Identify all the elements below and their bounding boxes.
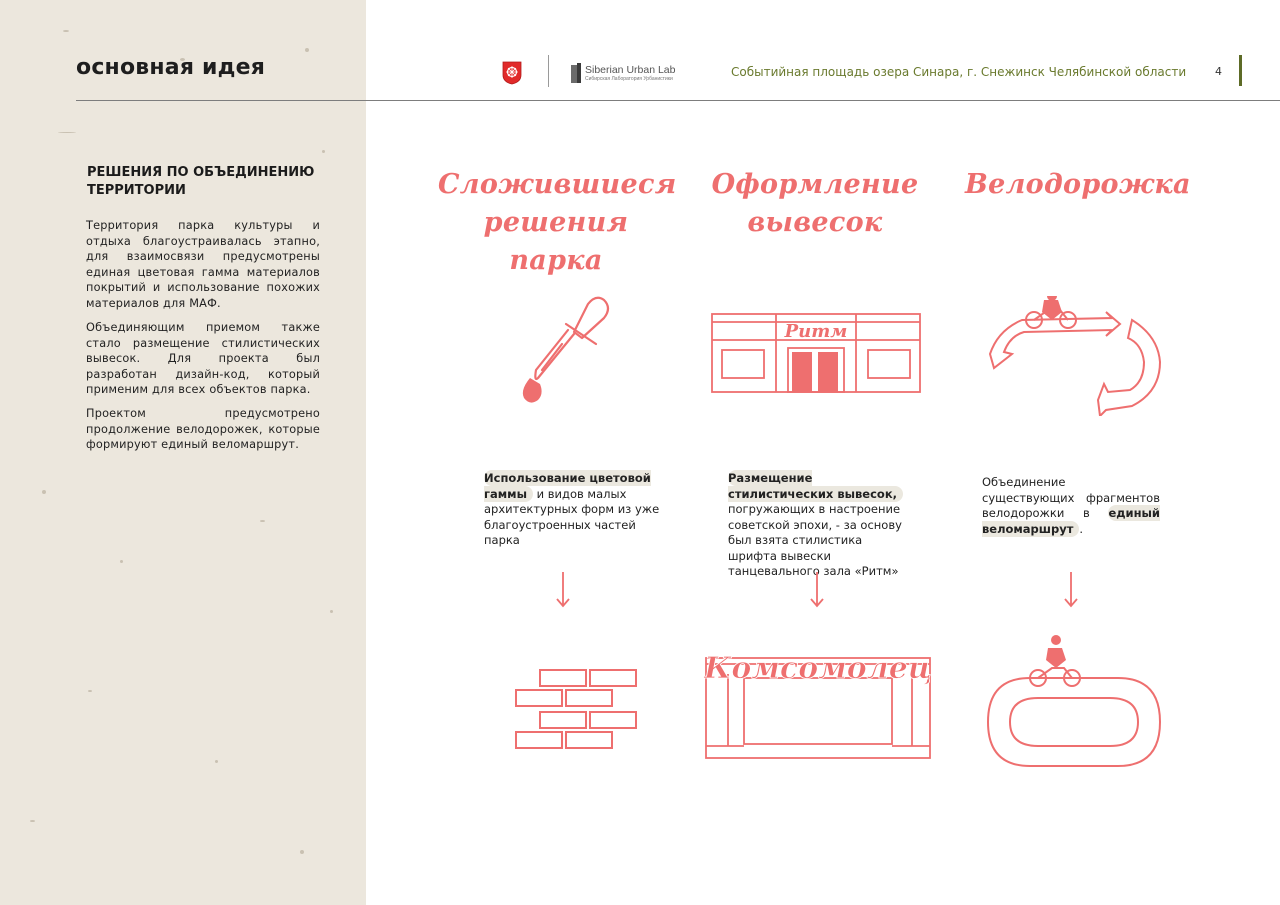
column-1-description xyxy=(484,471,664,549)
column-1-description-rest: и видов малых архитектурных форм из уже благоустроенных частей парка xyxy=(484,486,660,547)
texture-speck xyxy=(300,850,304,854)
header-divider xyxy=(76,100,1280,101)
column-1-description-bold: Использование цветовой гаммы xyxy=(484,471,651,501)
texture-speck xyxy=(63,30,69,32)
pipette-icon xyxy=(512,292,616,408)
down-arrow-icon xyxy=(555,572,571,608)
logo-divider xyxy=(548,55,549,87)
texture-speck xyxy=(120,560,123,563)
texture-speck xyxy=(30,820,35,822)
column-3-description-end: . xyxy=(1079,521,1084,536)
down-arrow-icon xyxy=(809,572,825,608)
sidebar-paragraph: Территория парка культуры и отдыха благоустраивалась этапно, для взаимосвязи предусмотрены единая цветовая гамма материалов покрытий и использование похожих материалов для МАФ. xyxy=(86,219,320,310)
texture-speck xyxy=(260,520,265,522)
column-3-title-line1: Велодорожка xyxy=(965,169,1191,200)
section-heading: РЕШЕНИЯ ПО ОБЪЕДИНЕНИЮ ТЕРРИТОРИИ xyxy=(87,165,315,198)
column-2-description xyxy=(728,471,912,580)
siberian-urban-lab-logo xyxy=(571,63,675,83)
column-2-title xyxy=(705,166,925,242)
column-2-title-line1: Оформление xyxy=(711,169,919,200)
cyclist-route-icon xyxy=(982,296,1164,416)
column-3-description xyxy=(982,475,1160,537)
city-emblem-icon xyxy=(502,61,522,85)
column-3-description-plain: Объединение существующих фрагментов велодорожки в xyxy=(982,475,1160,520)
texture-speck xyxy=(330,610,333,613)
sidebar-paragraph: Проектом предусмотрено продолжение велодорожек, которые формируют единый веломаршрут. xyxy=(86,407,320,452)
column-2-description-bold: Размещение стилистических вывесок, xyxy=(728,470,903,502)
bottom-sign-text: Комсомолец xyxy=(704,651,932,686)
bricks-icon xyxy=(512,668,640,752)
texture-speck xyxy=(88,690,92,692)
column-2-title-line2: вывесок xyxy=(747,207,883,238)
sign-text: Ритм xyxy=(784,321,848,342)
sidebar-paragraph: Объединяющим приемом также стало размещение стилистических вывесок. Для проекта был разработан дизайн-код, который применим для всех объектов парка. xyxy=(86,321,320,397)
texture-speck xyxy=(322,150,325,153)
column-3-description-bold: единый веломаршрут xyxy=(982,506,1160,536)
column-1-title-line2: решения парка xyxy=(483,207,629,276)
project-title: Событийная площадь озера Синара, г. Снежинск Челябинской области xyxy=(731,65,1187,79)
texture-speck xyxy=(42,490,46,494)
column-3-title xyxy=(965,166,1191,204)
accent-bar xyxy=(1239,55,1242,86)
texture-speck xyxy=(58,132,76,133)
lab-name: Siberian Urban Lab xyxy=(585,63,676,76)
column-1-title xyxy=(438,166,677,280)
komsomolets-building-icon xyxy=(700,634,936,760)
down-arrow-icon xyxy=(1063,572,1079,608)
storefront-sign-icon xyxy=(706,310,926,396)
column-1-title-line1: Сложившиеся xyxy=(438,169,677,200)
cyclist-track-icon xyxy=(984,632,1164,772)
page-title: основная идея xyxy=(76,55,266,80)
lab-mark-icon xyxy=(571,63,581,83)
page-number: 4 xyxy=(1215,65,1222,78)
column-2-description-rest: погружающих в настроение советской эпохи, - за основу был взята стилистика шрифта вывески танцевального зала «Ритм» xyxy=(728,502,902,578)
lab-subtitle: Сибирская Лаборатория Урбанистики xyxy=(585,75,673,82)
texture-speck xyxy=(215,760,218,763)
texture-speck xyxy=(305,48,309,52)
